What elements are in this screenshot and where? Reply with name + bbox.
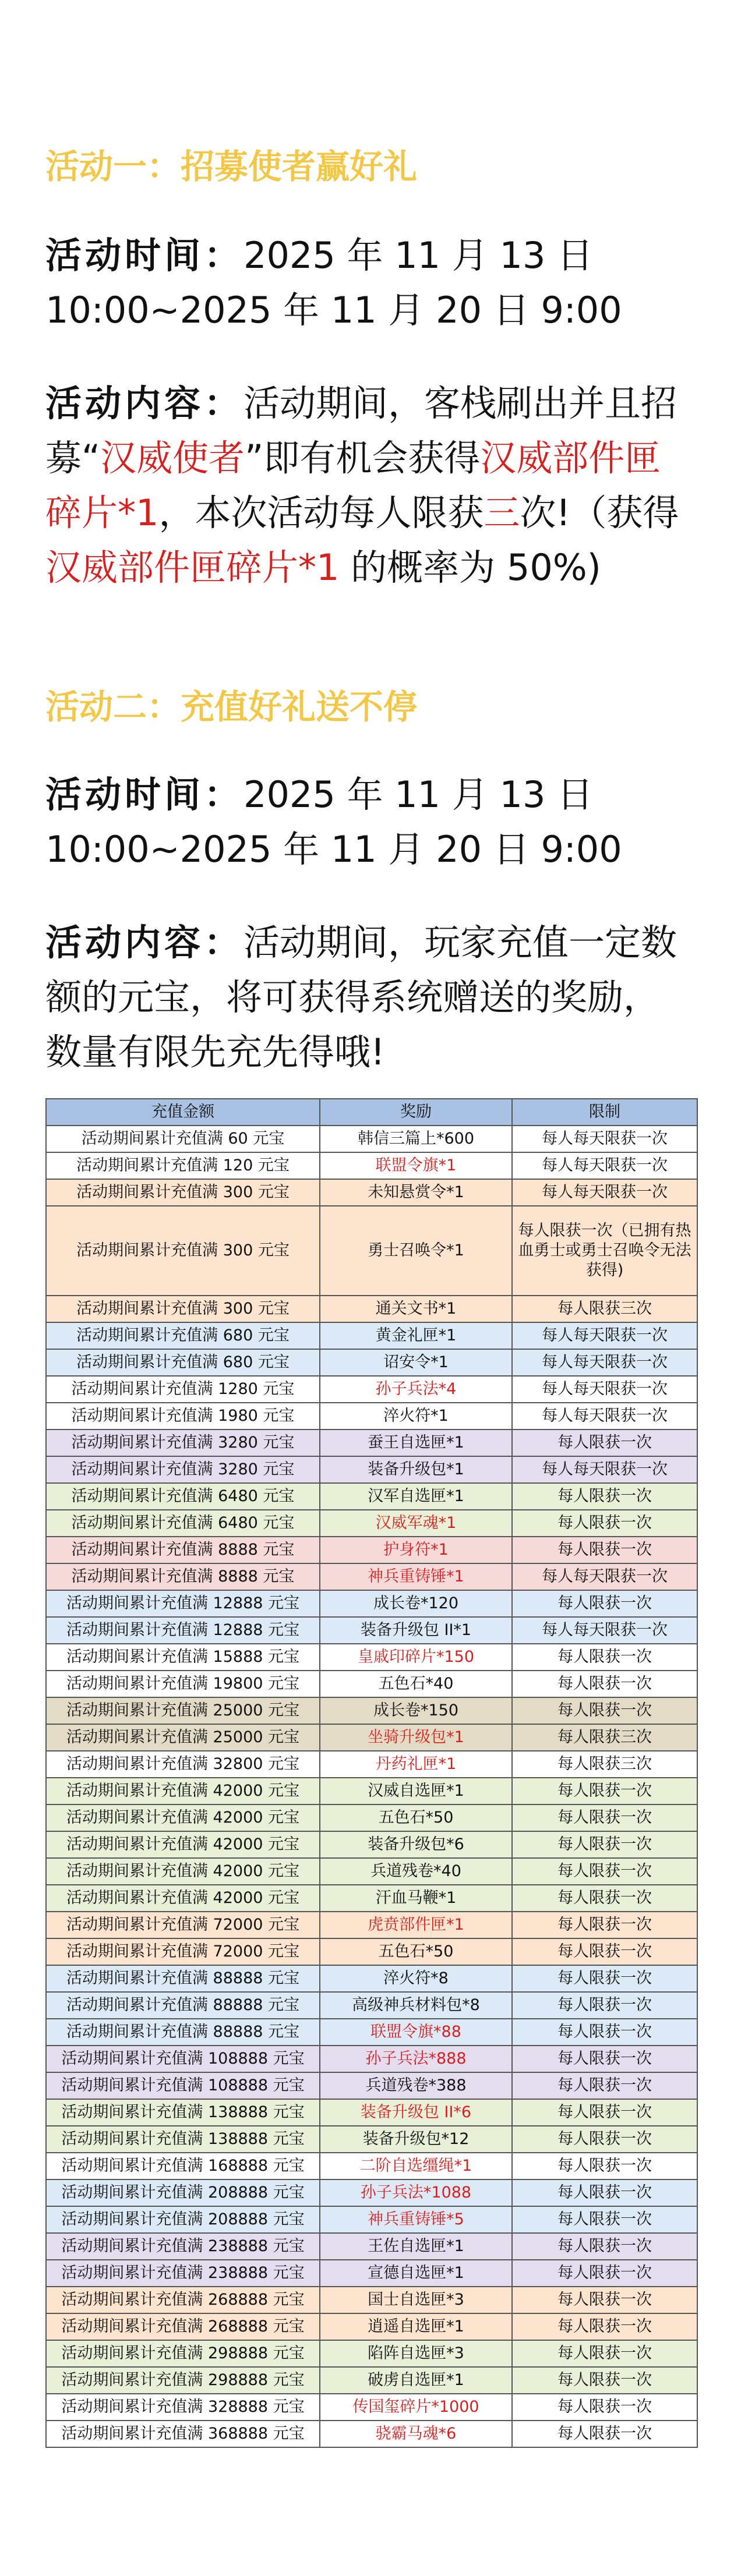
cell-reward: 成长卷*150: [320, 1697, 512, 1724]
cell-reward: 装备升级包*1: [320, 1456, 512, 1483]
table-row: [46, 1938, 697, 1965]
table-row: [46, 1296, 697, 1322]
table-row: [46, 1671, 697, 1697]
cell-amount: 活动期间累计充值满 138888 元宝: [46, 2126, 320, 2153]
activity1-time-label: 活动时间：: [45, 234, 244, 277]
cell-reward: 国士自选匣*3: [320, 2287, 512, 2313]
cell-reward: 通关文书*1: [320, 1296, 512, 1322]
cell-limit: 每人限获一次: [512, 1590, 697, 1617]
activity1-content-label: 活动内容：: [45, 382, 244, 424]
header-limit: 限制: [512, 1099, 697, 1126]
cell-amount: 活动期间累计充值满 42000 元宝: [46, 1831, 320, 1858]
cell-limit: 每人限获三次: [512, 1296, 697, 1322]
cell-amount: 活动期间累计充值满 238888 元宝: [46, 2260, 320, 2287]
table-row: [46, 1563, 697, 1590]
activity1-content-part9: 的概率为 50%): [339, 546, 601, 589]
cell-limit: 每人限获一次: [512, 2313, 697, 2340]
table-row: [46, 1483, 697, 1510]
cell-amount: 活动期间累计充值满 42000 元宝: [46, 1804, 320, 1831]
cell-amount: 活动期间累计充值满 300 元宝: [46, 1206, 320, 1296]
cell-reward: 神兵重铸锤*1: [320, 1563, 512, 1590]
table-row: [46, 1349, 697, 1376]
cell-amount: 活动期间累计充值满 108888 元宝: [46, 2072, 320, 2099]
cell-reward: 五色石*40: [320, 1671, 512, 1697]
cell-amount: 活动期间累计充值满 680 元宝: [46, 1322, 320, 1349]
table-row: [46, 1912, 697, 1938]
cell-reward: 装备升级包 II*1: [320, 1617, 512, 1644]
cell-limit: 每人限获一次: [512, 1671, 697, 1697]
activity1-highlight-envoy: 汉威使者: [100, 437, 245, 479]
cell-amount: 活动期间累计充值满 208888 元宝: [46, 2206, 320, 2233]
cell-amount: 活动期间累计充值满 15888 元宝: [46, 1644, 320, 1671]
table-row: [46, 1456, 697, 1483]
cell-limit: 每人每天限获一次: [512, 1152, 697, 1179]
table-row: [46, 2287, 697, 2313]
cell-limit: 每人限获一次: [512, 2340, 697, 2367]
table-row: [46, 1429, 697, 1456]
activity2-title: 活动二：充值好礼送不停: [45, 687, 418, 727]
cell-reward: 汗血马鞭*1: [320, 1885, 512, 1912]
table-row: [46, 2206, 697, 2233]
cell-limit: 每人每天限获一次: [512, 1456, 697, 1483]
cell-reward: 破虏自选匣*1: [320, 2367, 512, 2394]
cell-reward: 护身符*1: [320, 1537, 512, 1563]
cell-reward: 骁霸马魂*6: [320, 2421, 512, 2447]
cell-amount: 活动期间累计充值满 268888 元宝: [46, 2287, 320, 2313]
cell-reward: 淬火符*1: [320, 1403, 512, 1429]
table-row: [46, 1322, 697, 1349]
cell-amount: 活动期间累计充值满 3280 元宝: [46, 1456, 320, 1483]
cell-limit: 每人限获一次: [512, 2367, 697, 2394]
table-row: [46, 1751, 697, 1778]
cell-limit: 每人限获一次: [512, 2046, 697, 2072]
cell-limit: 每人限获一次（已拥有热血勇士或勇士召唤令无法获得): [512, 1206, 697, 1296]
table-row: [46, 2421, 697, 2447]
cell-reward: 传国玺碎片*1000: [320, 2394, 512, 2421]
activity1-highlight-three: 三: [484, 491, 520, 534]
cell-reward: 黄金礼匣*1: [320, 1322, 512, 1349]
table-row: [46, 1965, 697, 1992]
cell-reward: 未知悬赏令*1: [320, 1179, 512, 1206]
table-row: [46, 1376, 697, 1403]
table-row: [46, 2340, 697, 2367]
cell-amount: 活动期间累计充值满 208888 元宝: [46, 2179, 320, 2206]
cell-limit: 每人每天限获一次: [512, 1617, 697, 1644]
cell-limit: 每人每天限获一次: [512, 1322, 697, 1349]
cell-amount: 活动期间累计充值满 268888 元宝: [46, 2313, 320, 2340]
cell-limit: 每人限获一次: [512, 1858, 697, 1885]
cell-amount: 活动期间累计充值满 12888 元宝: [46, 1617, 320, 1644]
cell-limit: 每人限获一次: [512, 1938, 697, 1965]
cell-reward: 联盟令旗*88: [320, 2019, 512, 2046]
cell-reward: 孙子兵法*4: [320, 1376, 512, 1403]
cell-amount: 活动期间累计充值满 238888 元宝: [46, 2233, 320, 2260]
cell-limit: 每人限获一次: [512, 2260, 697, 2287]
cell-limit: 每人限获一次: [512, 1912, 697, 1938]
cell-amount: 活动期间累计充值满 300 元宝: [46, 1296, 320, 1322]
cell-limit: 每人限获一次: [512, 1510, 697, 1537]
table-row: [46, 1179, 697, 1206]
cell-limit: 每人限获一次: [512, 2099, 697, 2126]
activity1-content: [45, 376, 692, 595]
cell-amount: 活动期间累计充值满 108888 元宝: [46, 2046, 320, 2072]
cell-amount: 活动期间累计充值满 42000 元宝: [46, 1778, 320, 1804]
cell-reward: 装备升级包*12: [320, 2126, 512, 2153]
cell-limit: 每人限获一次: [512, 1804, 697, 1831]
cell-limit: 每人限获一次: [512, 2179, 697, 2206]
cell-limit: 每人每天限获一次: [512, 1349, 697, 1376]
cell-limit: 每人限获一次: [512, 1483, 697, 1510]
cell-amount: 活动期间累计充值满 88888 元宝: [46, 1965, 320, 1992]
cell-limit: 每人限获一次: [512, 2421, 697, 2447]
cell-amount: 活动期间累计充值满 680 元宝: [46, 1349, 320, 1376]
cell-reward: 孙子兵法*1088: [320, 2179, 512, 2206]
cell-reward: 二阶自选缰绳*1: [320, 2153, 512, 2179]
activity1-highlight-fragment: 汉威部件匣碎片*1: [45, 437, 661, 534]
activity1-content-part1: 活动期间，客栈刷出并且招募“: [45, 382, 677, 479]
cell-limit: 每人限获三次: [512, 1724, 697, 1751]
activity1-content-part3: ”即有机会获得: [245, 437, 481, 479]
cell-limit: 每人限获一次: [512, 1644, 697, 1671]
table-row: [46, 2019, 697, 2046]
cell-limit: 每人限获一次: [512, 2233, 697, 2260]
table-row: [46, 1644, 697, 1671]
cell-amount: 活动期间累计充值满 72000 元宝: [46, 1938, 320, 1965]
cell-limit: 每人每天限获一次: [512, 1179, 697, 1206]
cell-limit: 每人每天限获一次: [512, 1563, 697, 1590]
cell-amount: 活动期间累计充值满 8888 元宝: [46, 1563, 320, 1590]
cell-amount: 活动期间累计充值满 120 元宝: [46, 1152, 320, 1179]
activity1-content-part7: 次!（获得: [520, 491, 679, 534]
cell-amount: 活动期间累计充值满 6480 元宝: [46, 1483, 320, 1510]
cell-amount: 活动期间累计充值满 32800 元宝: [46, 1751, 320, 1778]
cell-amount: 活动期间累计充值满 25000 元宝: [46, 1697, 320, 1724]
table-row: [46, 1590, 697, 1617]
cell-reward: 勇士召唤令*1: [320, 1206, 512, 1296]
cell-reward: 兵道残卷*40: [320, 1858, 512, 1885]
cell-limit: 每人限获一次: [512, 2287, 697, 2313]
table-row: [46, 1778, 697, 1804]
cell-amount: 活动期间累计充值满 298888 元宝: [46, 2340, 320, 2367]
cell-limit: 每人每天限获一次: [512, 1126, 697, 1152]
table-body: [46, 1126, 697, 2447]
cell-limit: 每人限获一次: [512, 1778, 697, 1804]
cell-reward: 汉威军魂*1: [320, 1510, 512, 1537]
cell-limit: 每人限获一次: [512, 1537, 697, 1563]
cell-amount: 活动期间累计充值满 42000 元宝: [46, 1885, 320, 1912]
cell-reward: 蚕王自选匣*1: [320, 1429, 512, 1456]
cell-reward: 淬火符*8: [320, 1965, 512, 1992]
cell-amount: 活动期间累计充值满 3280 元宝: [46, 1429, 320, 1456]
cell-amount: 活动期间累计充值满 19800 元宝: [46, 1671, 320, 1697]
activity2-content: [45, 915, 692, 1080]
table-row: [46, 2072, 697, 2099]
cell-reward: 成长卷*120: [320, 1590, 512, 1617]
cell-reward: 汉威自选匣*1: [320, 1778, 512, 1804]
cell-reward: 联盟令旗*1: [320, 1152, 512, 1179]
header-amount: 充值金额: [46, 1099, 320, 1126]
cell-reward: 诏安令*1: [320, 1349, 512, 1376]
cell-reward: 皇戚印碎片*150: [320, 1644, 512, 1671]
activity1-content-part5: ，本次活动每人限获: [158, 491, 484, 534]
cell-amount: 活动期间累计充值满 88888 元宝: [46, 2019, 320, 2046]
reward-table: [45, 1098, 698, 2448]
cell-reward: 五色石*50: [320, 1938, 512, 1965]
cell-reward: 坐骑升级包*1: [320, 1724, 512, 1751]
activity1-title: 活动一：招募使者赢好礼: [45, 147, 418, 186]
cell-reward: 装备升级包*6: [320, 1831, 512, 1858]
cell-reward: 韩信三篇上*600: [320, 1126, 512, 1152]
cell-amount: 活动期间累计充值满 6480 元宝: [46, 1510, 320, 1537]
cell-limit: 每人每天限获一次: [512, 1403, 697, 1429]
cell-limit: 每人限获一次: [512, 2126, 697, 2153]
cell-limit: 每人限获一次: [512, 1831, 697, 1858]
cell-limit: 每人限获一次: [512, 1429, 697, 1456]
table-row: [46, 2046, 697, 2072]
cell-limit: 每人限获一次: [512, 2153, 697, 2179]
cell-amount: 活动期间累计充值满 88888 元宝: [46, 1992, 320, 2019]
cell-reward: 陷阵自选匣*3: [320, 2340, 512, 2367]
activity2-content-text: 活动期间，玩家充值一定数额的元宝，将可获得系统赠送的奖励，数量有限先充先得哦!: [45, 921, 677, 1073]
table-row: [46, 1885, 697, 1912]
table-row: [46, 2260, 697, 2287]
cell-amount: 活动期间累计充值满 138888 元宝: [46, 2099, 320, 2126]
table-row: [46, 1206, 697, 1296]
table-row: [46, 1831, 697, 1858]
table-row: [46, 1126, 697, 1152]
cell-reward: 王佐自选匣*1: [320, 2233, 512, 2260]
table-row: [46, 1403, 697, 1429]
cell-amount: 活动期间累计充值满 8888 元宝: [46, 1537, 320, 1563]
cell-limit: 每人限获三次: [512, 1751, 697, 1778]
cell-reward: 装备升级包 II*6: [320, 2099, 512, 2126]
table-row: [46, 2394, 697, 2421]
cell-amount: 活动期间累计充值满 298888 元宝: [46, 2367, 320, 2394]
cell-amount: 活动期间累计充值满 25000 元宝: [46, 1724, 320, 1751]
table-header-row: [46, 1099, 697, 1126]
table-row: [46, 2367, 697, 2394]
cell-limit: 每人限获一次: [512, 2394, 697, 2421]
cell-reward: 孙子兵法*888: [320, 2046, 512, 2072]
activity1-time: [45, 228, 692, 338]
cell-reward: 宣德自选匣*1: [320, 2260, 512, 2287]
table-row: [46, 1537, 697, 1563]
cell-amount: 活动期间累计充值满 12888 元宝: [46, 1590, 320, 1617]
cell-limit: 每人限获一次: [512, 1885, 697, 1912]
activity2-time: [45, 767, 692, 877]
cell-limit: 每人每天限获一次: [512, 1376, 697, 1403]
cell-reward: 兵道残卷*388: [320, 2072, 512, 2099]
activity1-time-value: 2025 年 11 月 13 日 10:00~2025 年 11 月 20 日 9:00: [45, 234, 622, 331]
table-row: [46, 1617, 697, 1644]
cell-reward: 五色石*50: [320, 1804, 512, 1831]
table-row: [46, 2153, 697, 2179]
table-row: [46, 2233, 697, 2260]
table-row: [46, 1510, 697, 1537]
cell-amount: 活动期间累计充值满 42000 元宝: [46, 1858, 320, 1885]
cell-amount: 活动期间累计充值满 1280 元宝: [46, 1376, 320, 1403]
cell-reward: 神兵重铸锤*5: [320, 2206, 512, 2233]
cell-limit: 每人限获一次: [512, 1992, 697, 2019]
table-row: [46, 1804, 697, 1831]
cell-limit: 每人限获一次: [512, 1965, 697, 1992]
table-row: [46, 1152, 697, 1179]
cell-limit: 每人限获一次: [512, 2072, 697, 2099]
cell-reward: 丹药礼匣*1: [320, 1751, 512, 1778]
table-row: [46, 1858, 697, 1885]
table-row: [46, 2126, 697, 2153]
table-row: [46, 2313, 697, 2340]
cell-reward: 高级神兵材料包*8: [320, 1992, 512, 2019]
cell-amount: 活动期间累计充值满 1980 元宝: [46, 1403, 320, 1429]
cell-limit: 每人限获一次: [512, 2019, 697, 2046]
activity1-highlight-fragment-2: 汉威部件匣碎片*1: [45, 546, 340, 589]
cell-reward: 虎贲部件匣*1: [320, 1912, 512, 1938]
table-row: [46, 1992, 697, 2019]
cell-amount: 活动期间累计充值满 168888 元宝: [46, 2153, 320, 2179]
cell-amount: 活动期间累计充值满 300 元宝: [46, 1179, 320, 1206]
cell-amount: 活动期间累计充值满 368888 元宝: [46, 2421, 320, 2447]
activity2-time-label: 活动时间：: [45, 773, 244, 816]
cell-limit: 每人限获一次: [512, 2206, 697, 2233]
activity2-time-value: 2025 年 11 月 13 日 10:00~2025 年 11 月 20 日 9:00: [45, 773, 622, 871]
reward-table-container: [45, 1098, 697, 2448]
cell-reward: 逍遥自选匣*1: [320, 2313, 512, 2340]
cell-reward: 汉军自选匣*1: [320, 1483, 512, 1510]
table-row: [46, 2179, 697, 2206]
cell-amount: 活动期间累计充值满 328888 元宝: [46, 2394, 320, 2421]
table-row: [46, 2099, 697, 2126]
table-row: [46, 1697, 697, 1724]
table-row: [46, 1724, 697, 1751]
cell-amount: 活动期间累计充值满 60 元宝: [46, 1126, 320, 1152]
cell-amount: 活动期间累计充值满 72000 元宝: [46, 1912, 320, 1938]
activity2-content-label: 活动内容：: [45, 921, 244, 964]
cell-limit: 每人限获一次: [512, 1697, 697, 1724]
header-reward: 奖励: [320, 1099, 512, 1126]
